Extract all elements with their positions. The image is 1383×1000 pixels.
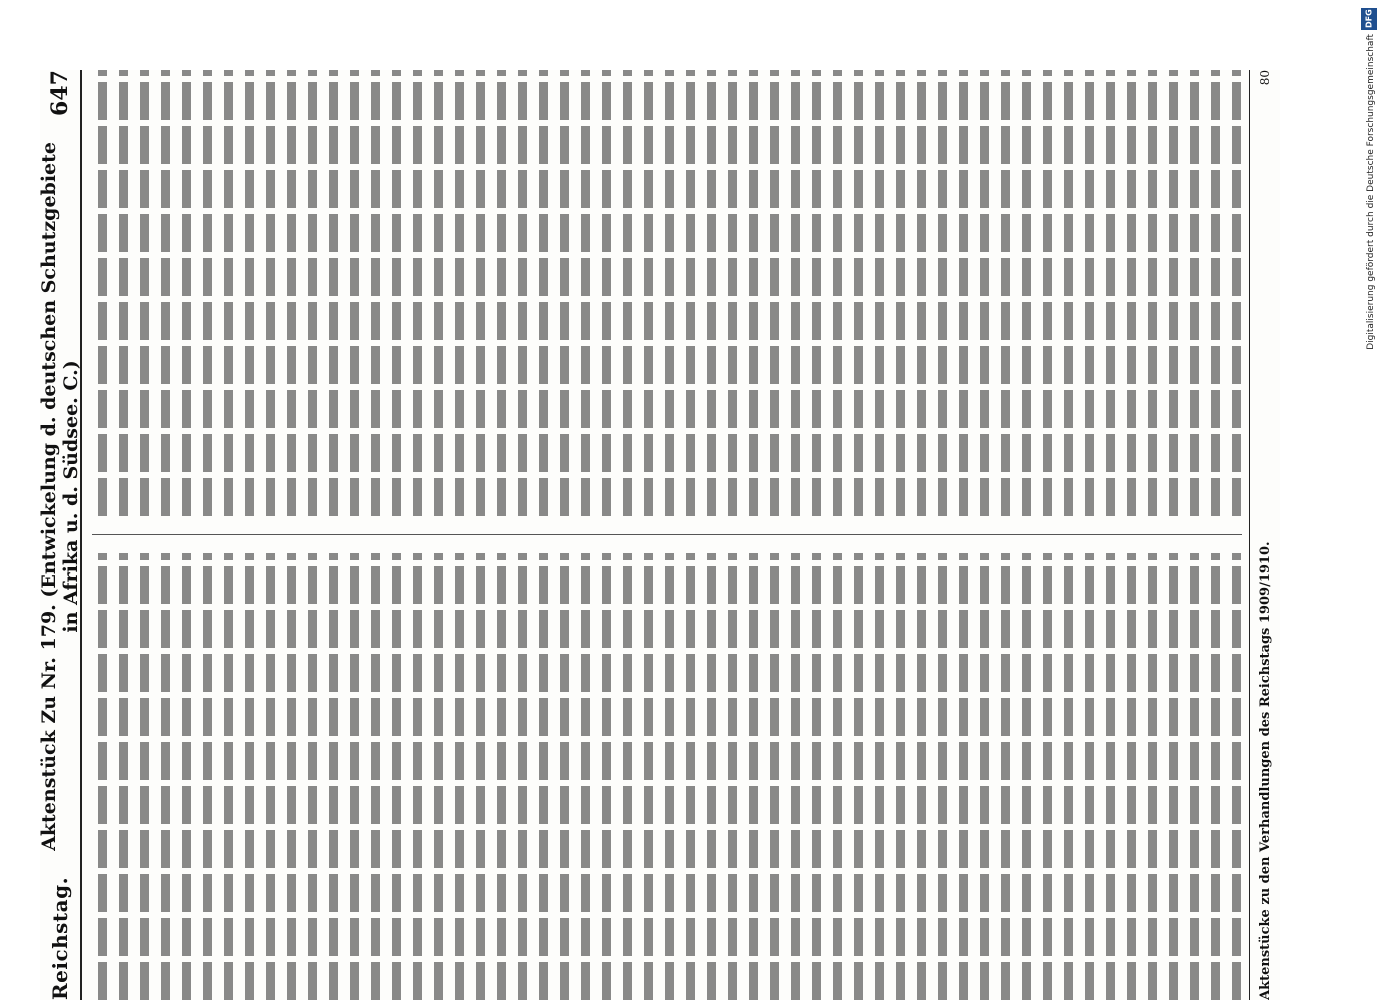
sheet-number: 80	[1258, 70, 1272, 86]
dfg-logo-icon: DFG	[1361, 8, 1377, 30]
running-head-left: Reichstag.	[48, 876, 72, 1000]
left-column-text-block	[92, 554, 1242, 1000]
document-page	[40, 70, 1280, 1000]
left-text-column	[92, 554, 1242, 1000]
digitization-stamp	[1361, 8, 1377, 988]
footer-source-line: Aktenstücke zu den Verhandlungen des Reichstags 1909/1910.	[1257, 541, 1273, 1000]
page-number: 647	[47, 70, 73, 116]
text-columns	[92, 70, 1242, 1000]
right-text-column	[92, 70, 1242, 517]
digitization-stamp-text: Digitalisierung gefördert durch die Deutsche Forschungsgemeinschaft	[1366, 34, 1376, 350]
running-head-title: Aktenstück Zu Nr. 179. (Entwickelung d. deutschen Schutzgebiete in Afrika u. d. Südsee. C.)	[38, 142, 82, 851]
right-column-text-block	[92, 70, 1242, 517]
column-divider	[92, 535, 1242, 536]
page-footer	[1249, 70, 1280, 1000]
running-head	[40, 70, 82, 1000]
rotated-page	[40, 70, 1280, 1000]
